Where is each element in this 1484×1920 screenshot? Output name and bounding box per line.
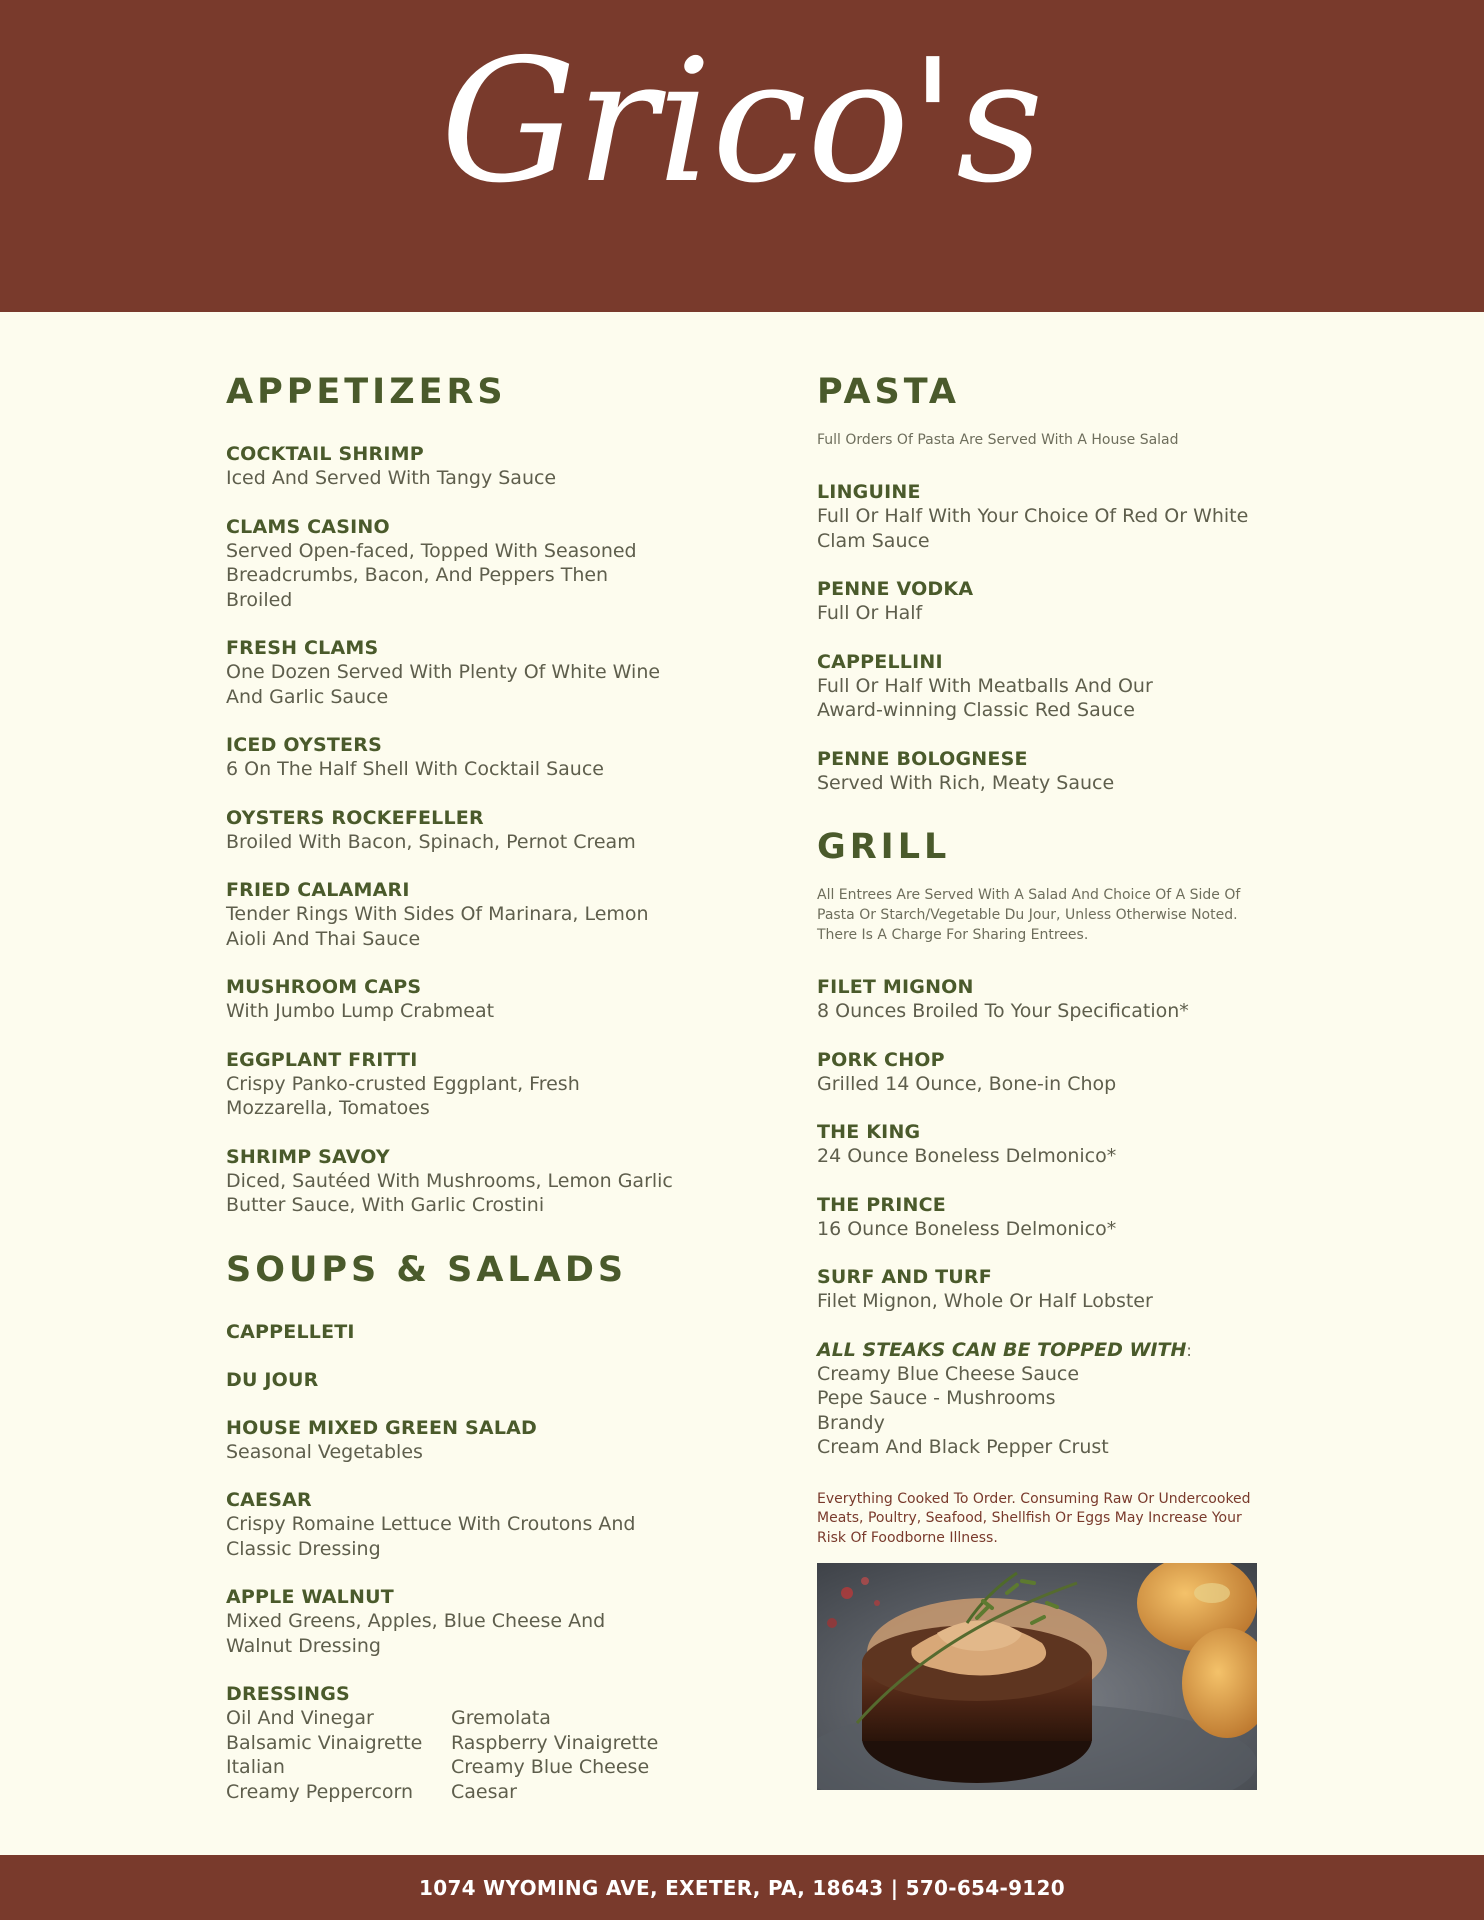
steak-illustration — [817, 1563, 1257, 1790]
menu-item — [226, 636, 676, 709]
dressing-item: Raspberry Vinaigrette — [451, 1731, 659, 1754]
menu-item — [817, 577, 1267, 626]
menu-item — [817, 1193, 1267, 1242]
steak-toppings — [817, 1338, 1267, 1460]
item-desc: Butter Sauce, With Garlic Crostini — [226, 1194, 545, 1216]
food-safety-disclaimer — [817, 1490, 1267, 1549]
grill-title: GRILL — [817, 827, 951, 867]
menu-item — [226, 1585, 676, 1658]
item-desc: With Jumbo Lump Crabmeat — [226, 1000, 495, 1022]
item-desc: And Garlic Sauce — [226, 685, 389, 708]
menu-item — [817, 975, 1267, 1024]
item-name: THE PRINCE — [817, 1193, 946, 1216]
item-desc: 6 On The Half Shell With Cocktail Sauce — [226, 758, 604, 780]
dressings-block — [226, 1682, 676, 1804]
appetizers-title: APPETIZERS — [226, 372, 507, 412]
dressing-item: Balsamic Vinaigrette — [226, 1731, 423, 1754]
item-desc: Diced, Sautéed With Mushrooms, Lemon Garlic — [226, 1169, 673, 1192]
toppings-title: ALL STEAKS CAN BE TOPPED WITH — [817, 1338, 1187, 1361]
brand-logo-text: Grico's — [440, 23, 1044, 221]
item-name: PENNE BOLOGNESE — [817, 747, 1028, 770]
header-banner — [0, 0, 1484, 312]
menu-item — [817, 1048, 1267, 1097]
left-column — [226, 368, 676, 1828]
dressings-column-right — [451, 1706, 676, 1804]
menu-item — [226, 975, 676, 1024]
item-desc: Tender Rings With Sides Of Marinara, Lemon — [226, 903, 649, 925]
menu-item — [817, 480, 1267, 553]
dressings-column-left — [226, 1706, 451, 1804]
item-desc: Grilled 14 Ounce, Bone-in Chop — [817, 1072, 1117, 1095]
dressing-item: Oil And Vinegar — [226, 1707, 374, 1729]
item-desc: 16 Ounce Boneless Delmonico* — [817, 1217, 1117, 1240]
menu-item — [226, 515, 676, 613]
menu-item — [817, 747, 1267, 796]
item-desc: Full Or Half With Meatballs And Our — [817, 674, 1153, 697]
item-name: PORK CHOP — [817, 1048, 945, 1071]
item-name: SHRIMP SAVOY — [226, 1145, 390, 1168]
item-desc: Broiled — [226, 588, 293, 611]
disclaimer-line: Risk Of Foodborne Illness. — [817, 1529, 998, 1546]
item-desc: Clam Sauce — [817, 529, 930, 552]
item-name: CAESAR — [226, 1489, 312, 1511]
appetizers-list — [226, 442, 676, 1218]
pasta-title: PASTA — [817, 372, 960, 412]
footer-address: 1074 WYOMING AVE, EXETER, PA, 18643 | 570-654-9120 — [419, 1875, 1065, 1900]
dressing-item: Caesar — [451, 1780, 517, 1803]
item-name: FRESH CLAMS — [226, 637, 379, 659]
dressing-item: Creamy Blue Cheese — [451, 1756, 650, 1778]
pasta-note: Full Orders Of Pasta Are Served With A House Salad — [817, 432, 1179, 448]
soups-salads-list — [226, 1320, 676, 1805]
item-desc: Full Or Half — [817, 602, 923, 624]
dressing-item: Creamy Peppercorn — [226, 1780, 414, 1803]
soups-salads-title: SOUPS & SALADS — [226, 1249, 628, 1290]
item-desc: Served Open-faced, Topped With Seasoned — [226, 539, 637, 562]
item-desc: Iced And Served With Tangy Sauce — [226, 467, 557, 489]
item-desc: Broiled With Bacon, Spinach, Pernot Cream — [226, 830, 636, 853]
pasta-list — [817, 480, 1267, 795]
item-name: EGGPLANT FRITTI — [226, 1048, 418, 1071]
item-name: FRIED CALAMARI — [226, 879, 410, 901]
menu-item — [226, 878, 676, 951]
menu-item — [226, 806, 676, 855]
item-name: SURF AND TURF — [817, 1266, 992, 1288]
menu-item — [817, 1120, 1267, 1169]
menu-item — [226, 733, 676, 782]
menu-item — [226, 1368, 676, 1392]
dressings-title: DRESSINGS — [226, 1683, 350, 1705]
topping-item: Creamy Blue Cheese Sauce — [817, 1362, 1080, 1385]
item-desc: 8 Ounces Broiled To Your Specification* — [817, 1000, 1189, 1022]
item-desc: Full Or Half With Your Choice Of Red Or White — [817, 505, 1249, 527]
menu-item — [226, 1145, 676, 1218]
menu-item — [226, 1416, 676, 1465]
topping-item: Pepe Sauce - Mushrooms — [817, 1387, 1056, 1409]
menu-item — [226, 1488, 676, 1561]
dressing-item: Italian — [226, 1756, 285, 1778]
menu-item — [226, 1048, 676, 1121]
item-name: LINGUINE — [817, 481, 921, 503]
grill-note-line: There Is A Charge For Sharing Entrees. — [817, 927, 1089, 943]
dressings-list — [226, 1706, 676, 1804]
item-name: MUSHROOM CAPS — [226, 976, 422, 998]
toppings-colon: : — [1186, 1340, 1192, 1360]
steak-photo — [817, 1563, 1257, 1790]
item-desc: Mozzarella, Tomatoes — [226, 1097, 430, 1119]
item-name: APPLE WALNUT — [226, 1586, 394, 1608]
footer-bar — [0, 1855, 1484, 1920]
dressing-item: Gremolata — [451, 1707, 551, 1729]
topping-item: Brandy — [817, 1411, 885, 1434]
item-desc: Classic Dressing — [226, 1537, 381, 1560]
menu-item — [226, 442, 676, 491]
disclaimer-line: Everything Cooked To Order. Consuming Raw Or Undercooked — [817, 1490, 1251, 1507]
item-desc: Award-winning Classic Red Sauce — [817, 699, 1135, 721]
item-desc: Crispy Panko-crusted Eggplant, Fresh — [226, 1072, 580, 1095]
item-name: ICED OYSTERS — [226, 734, 382, 756]
item-name: DU JOUR — [226, 1368, 319, 1391]
disclaimer-line: Meats, Poultry, Seafood, Shellfish Or Eggs May Increase Your — [817, 1510, 1242, 1526]
item-desc: Aioli And Thai Sauce — [226, 927, 421, 950]
item-name: COCKTAIL SHRIMP — [226, 443, 424, 465]
item-name: FILET MIGNON — [817, 976, 974, 998]
item-name: PENNE VODKA — [817, 578, 974, 600]
item-desc: Seasonal Vegetables — [226, 1440, 423, 1463]
menu-item — [817, 1265, 1267, 1314]
item-name: THE KING — [817, 1121, 921, 1143]
item-name: CAPPELLINI — [817, 650, 943, 673]
item-name: OYSTERS ROCKEFELLER — [226, 806, 484, 829]
item-desc: Crispy Romaine Lettuce With Croutons And — [226, 1513, 636, 1535]
item-name: CAPPELLETI — [226, 1320, 355, 1343]
grill-note — [817, 885, 1267, 945]
item-desc: Mixed Greens, Apples, Blue Cheese And — [226, 1610, 606, 1632]
item-desc: Breadcrumbs, Bacon, And Peppers Then — [226, 564, 609, 586]
brand-logo — [0, 0, 1484, 312]
item-name: CLAMS CASINO — [226, 515, 390, 538]
item-desc: Filet Mignon, Whole Or Half Lobster — [817, 1290, 1153, 1312]
item-desc: One Dozen Served With Plenty Of White Wine — [226, 661, 661, 683]
item-name: HOUSE MIXED GREEN SALAD — [226, 1416, 538, 1439]
grill-note-line: All Entrees Are Served With A Salad And Choice Of A Side Of — [817, 887, 1241, 903]
topping-item: Cream And Black Pepper Crust — [817, 1436, 1109, 1458]
toppings-heading — [817, 1338, 1267, 1362]
menu-item — [226, 1320, 676, 1344]
grill-list — [817, 975, 1267, 1460]
item-desc: Served With Rich, Meaty Sauce — [817, 771, 1115, 794]
item-desc: 24 Ounce Boneless Delmonico* — [817, 1145, 1117, 1167]
item-desc: Walnut Dressing — [226, 1634, 381, 1657]
menu-item — [817, 650, 1267, 723]
grill-note-line: Pasta Or Starch/Vegetable Du Jour, Unless Otherwise Noted. — [817, 907, 1238, 923]
right-column — [817, 368, 1267, 1548]
